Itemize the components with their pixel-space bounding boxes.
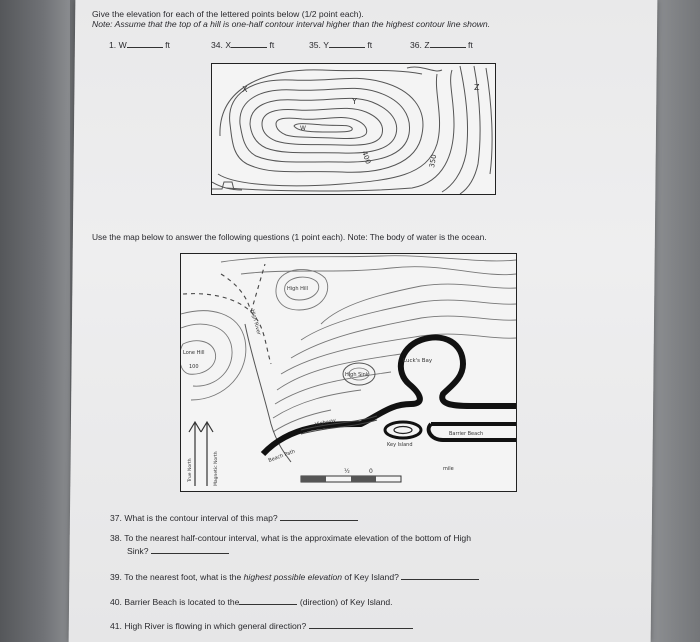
contour-line [486,68,492,174]
point-x-label: X [242,85,248,94]
label-highway: Highway [314,417,337,428]
answer-blank-39[interactable] [401,579,479,580]
answer-blank-w[interactable] [127,47,163,48]
label-high-river: High River [249,308,262,336]
trail-path [221,274,251,312]
label-scale-zero: 0 [369,468,373,475]
label-true-north: True North [188,458,193,482]
magnetic-north-arrow [201,422,213,486]
elevation-item-x: 34. X ft [211,40,275,50]
contour-map-1-svg [212,64,495,194]
contour-line [241,267,516,275]
contour-line [226,70,454,191]
elevation-item-w: 1. W ft [109,40,170,50]
key-island [385,422,421,438]
answer-blank-y[interactable] [329,47,365,48]
high-river [245,324,291,462]
key-island-contour [394,427,412,434]
answer-blank-37[interactable] [280,520,358,521]
answer-blank-x[interactable] [231,47,267,48]
point-y-label: Y [352,97,357,106]
answer-blank-40[interactable] [239,604,297,605]
contour-label-400: 400 [360,149,373,166]
label-high-sink: High Sink [345,372,369,378]
contour-line [407,67,442,71]
contour-line [442,66,468,192]
label-scale-half: ½ [344,468,350,475]
contour-line [273,390,361,418]
question-40: 40. Barrier Beach is located to the (direction) of Key Island. [110,597,393,607]
question-38: 38. To the nearest half-contour interval, what is the approximate elevation of the bottom of High [110,533,471,543]
elevation-item-y: 35. Y ft [309,40,373,50]
label-lone-hill: Lone Hill [183,350,205,356]
topographic-map-2 [180,253,517,492]
label-lone-hill-elevation: 100 [189,364,199,370]
trail-path [251,264,265,312]
elevation-item-z: 36. Z ft [410,40,473,50]
question-38-line2: Sink? [127,546,229,556]
label-barrier-beach: Barrier Beach [449,431,484,437]
question-41: 41. High River is flowing in which general direction? [110,621,413,631]
answer-blank-41[interactable] [309,628,413,629]
scale-bar-segment [301,476,326,482]
label-high-hill: High Hill [287,286,309,292]
desk-background-left [0,0,70,642]
contour-line [276,118,367,139]
desk-background-right [650,0,700,642]
answer-blank-38[interactable] [151,553,229,554]
label-magnetic-north: Magnetic North [214,451,219,486]
instructions-line1: Give the elevation for each of the lettered points below (1/2 point each). [92,9,364,19]
contour-line [321,284,516,324]
label-beach-path: Beach Path [267,448,297,464]
topographic-map-2-svg [181,254,516,491]
contour-line [277,354,401,390]
point-w-label: W [300,125,306,132]
scale-bar-segment [351,476,376,482]
answer-blank-z[interactable] [430,47,466,48]
label-lucks-bay: Luck's Bay [403,358,433,364]
label-key-island: Key Island [387,442,413,448]
contour-label-350: 350 [428,153,439,169]
contour-line [275,372,391,404]
instructions-note: Note: Assume that the top of a hill is one-half contour interval higher than the highest contour line shown. [92,19,491,29]
question-39: 39. To the nearest foot, what is the highest possible elevation of Key Island? [110,572,479,582]
question-37: 37. What is the contour interval of this map? [110,513,358,523]
label-scale-unit: mile [443,466,454,472]
contour-line [262,108,382,145]
map-intro: Use the map below to answer the following questions (1 point each). Note: The body of water is the ocean. [92,232,487,242]
contour-map-1 [211,63,496,195]
contour-line [221,256,516,262]
point-z-label: Z [474,83,480,92]
